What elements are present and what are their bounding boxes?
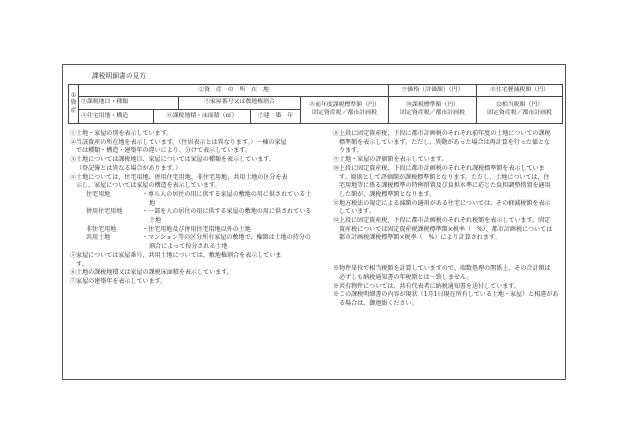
definition-term: 共用土地 — [86, 234, 111, 242]
note-12: ⑫上段に固定資産税、下段に都市計画税のそれぞれ税額を表示しています。固定 — [333, 217, 551, 225]
land-use-header: ③課税地目・種類 — [79, 96, 179, 110]
area-header: ⑥課税地積・床面積（㎡） — [154, 110, 251, 124]
note-5-cont: す。 — [76, 260, 88, 268]
note-10-cont: した額が、課税標準額となります。 — [339, 190, 436, 198]
definition-desc: ・住宅用地及び併用住宅用地以外の土地 — [142, 225, 251, 233]
note-8-cont: 標準額を表示しています。ただし、異動があった場合は再計算を行った値とな — [339, 138, 551, 146]
definition-desc: ・マンション等の区分所有家屋の敷地で、権額は土地の持分の — [142, 234, 311, 242]
footnote-1-cont: 必ずしも納税通知書の年税額とは一致しません。 — [339, 273, 473, 281]
definition-desc: ・一部を人の居住の用に供する家屋の敷地の用に供されている — [142, 208, 312, 216]
note-2-cont: では種類・構造・建築年の違いにより、分けて表示しています。 — [76, 147, 251, 155]
note-8: ⑧上段に固定資産税、下段に都市計画税のそれぞれ前年度の土地についての課税 — [333, 130, 551, 137]
reduction-header: ⑪住宅軽減税額（円） — [477, 85, 563, 97]
asset-type-label: ① 資 産 — [69, 85, 79, 124]
definition-shared — [70, 234, 332, 243]
note-11-cont: しています。 — [339, 208, 375, 216]
note-8-cont: ります。 — [339, 147, 363, 155]
definition-residential — [70, 191, 332, 200]
note-9: ⑨土地・家屋の評価額を表示しています。 — [333, 156, 448, 164]
note-4-cont: 示し、家屋については家屋の構造を表示しています。 — [76, 182, 221, 190]
definition-desc: ・専ら人の居住の用に供する家屋の敷地の用に供されている土 — [142, 190, 312, 198]
definition-term: 非住宅用地 — [86, 225, 117, 233]
prev-standard-header: ⑧前年度課税標準額（円） 固定資産税／都市計画税 — [301, 96, 389, 123]
note-3-cont: （登記簿とは異なる場合があります。） — [76, 164, 182, 172]
note-3: ③土地については課税地目、家屋については家屋の種類を表示しています。 — [70, 156, 275, 164]
standard-header: ⑩課税標準額（円） 固定資産税／都市計画税 — [389, 96, 477, 123]
left-explanations — [70, 130, 332, 287]
note-10-cont: す。原則として評価額が課税標準額となります。ただし、土地については、住 — [339, 173, 550, 181]
definition-mixed — [70, 208, 332, 217]
note-1: ①土地・家屋の別を表示しています。 — [70, 130, 173, 137]
note-11: ⑪地方税法の規定による減額の適用がある住宅については、その軽減税額を表示 — [333, 199, 551, 207]
note-10: ⑩上段に固定資産税、下段に都市計画税のそれぞれ課税標準額を表示していま — [333, 164, 545, 172]
document-title: 課税明細書の見方 — [92, 72, 147, 80]
footnote-1: ※物件単位で相当税額を計算していますので、端数処理の関係上、その合計額は — [333, 265, 551, 273]
footnote-2: ※共有物件については、共有代表者に納税通知書を送付しています。 — [333, 282, 520, 290]
note-6: ⑥土地の課税地積又は家屋の課税床面積を表示しています。 — [70, 269, 233, 277]
header-table — [68, 84, 563, 124]
house-number-header: ⑤家屋番号又は敷地権割合 — [179, 96, 301, 110]
definition-desc-cont: 土地 — [149, 217, 162, 225]
note-12-cont: 都市計画税課税標準額×税率（ %）により計算されます。 — [339, 234, 501, 242]
tax-header: ⑫相当税額（円） 固定資産税／都市計画税 — [477, 96, 563, 123]
footnote-3-cont: る場合は、御連絡ください。 — [339, 299, 418, 307]
value-header: ⑨価格（評価額）（円） — [389, 85, 477, 97]
note-2: ②当該資産の所在地を表示しています。（住居表示とは異なります。）一棟の家屋 — [70, 138, 287, 146]
note-10-cont: 宅用地等に係る課税標準の特例措置及び負担水準に応じた負担調整措置を適用 — [339, 182, 551, 190]
definition-desc-cont: 割合によって按分される土地 — [149, 243, 228, 251]
footnote-3: ※この課税明細書の内容が現状（1月1日現在所有している土地・家屋）と相違があ — [333, 291, 559, 299]
structure-header: ④住宅用地・構造 — [79, 110, 154, 124]
definition-desc-cont: 地 — [149, 199, 156, 207]
note-5: ⑤家屋については家屋番号、共用土地については、敷地権割合を表示していま — [70, 251, 282, 259]
location-header: ②資 産 の 所 在 地 — [79, 85, 389, 97]
definition-term: 併用住宅用地 — [86, 208, 123, 216]
build-year-header: ⑦建 築 年 — [251, 110, 301, 124]
right-explanations — [333, 130, 566, 309]
definition-term: 住宅用地 — [86, 190, 111, 198]
note-4: ④土地については、住宅用地、併用住宅用地、非住宅用地、共用土地の区分を表 — [70, 173, 288, 181]
note-7: ⑦家屋の建築年を表示しています。 — [70, 277, 167, 285]
note-12-cont: 資産税については固定資産税課税標準額×税率（ %）、都市計画税については — [339, 225, 553, 233]
